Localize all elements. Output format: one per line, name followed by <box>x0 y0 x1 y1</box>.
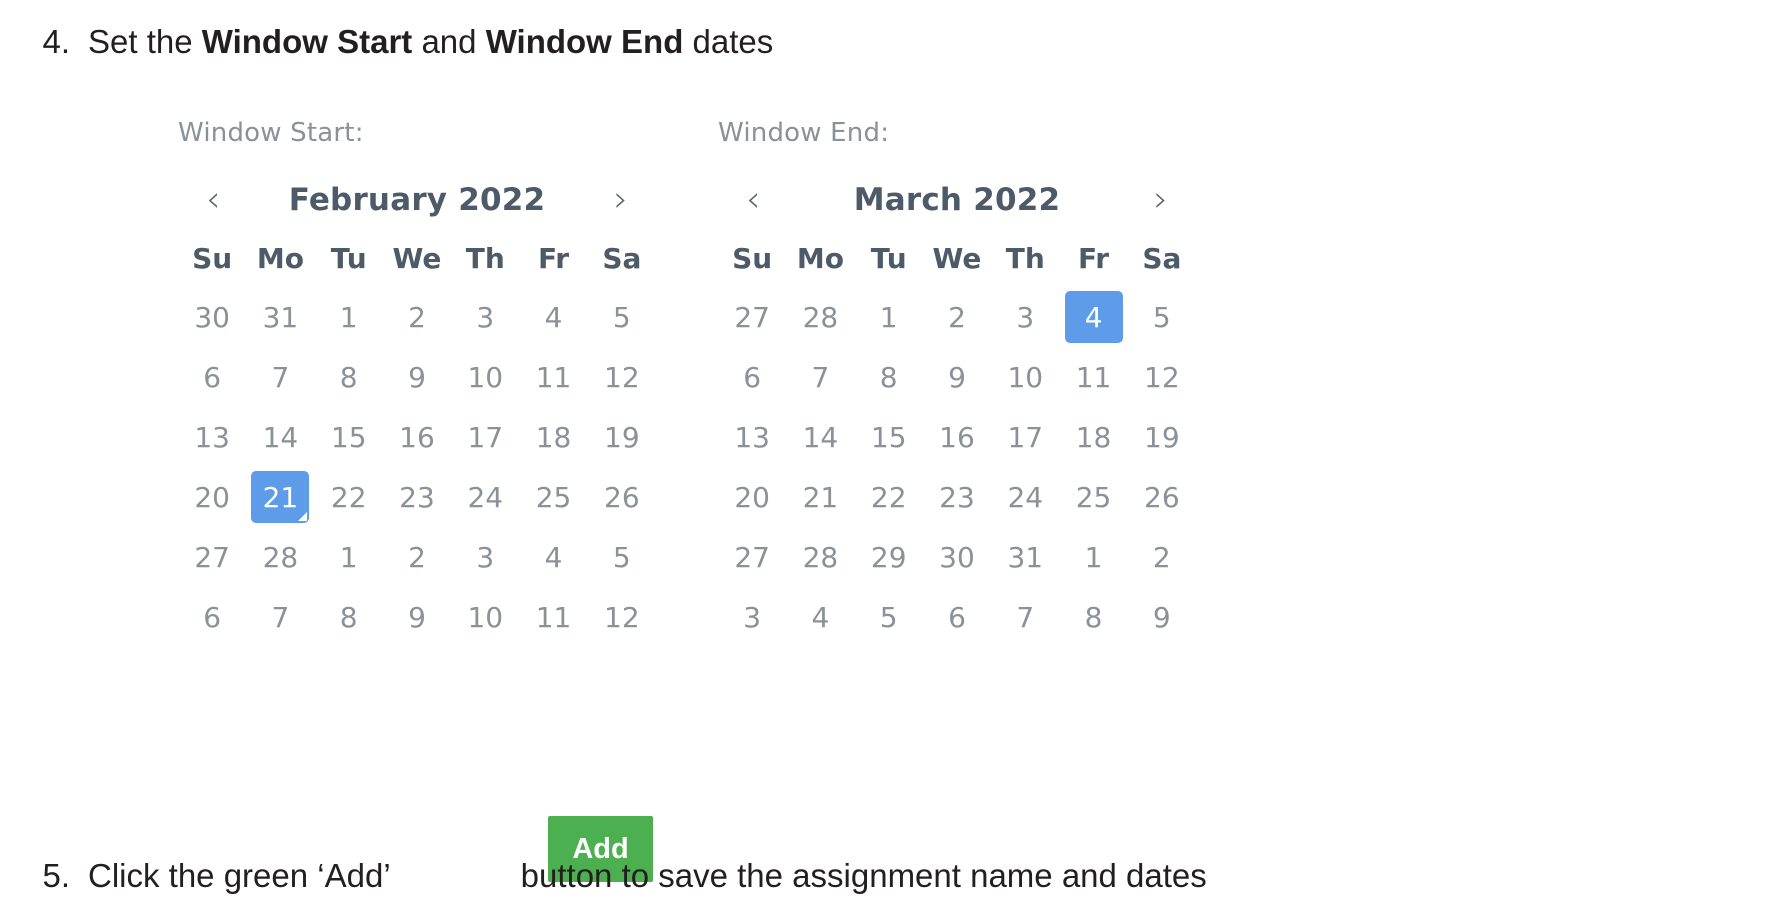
day-cell[interactable] <box>991 347 1059 407</box>
week-row <box>718 287 1196 347</box>
day-label: 12 <box>604 360 640 394</box>
day-label: 11 <box>535 600 572 634</box>
step-4-bold-window-start: Window Start <box>201 23 413 60</box>
day-cell[interactable] <box>315 587 383 647</box>
day-cell[interactable] <box>451 527 519 587</box>
day-label: 1 <box>339 540 358 574</box>
day-label: 7 <box>271 600 290 634</box>
day-label: 26 <box>1144 480 1180 514</box>
week-row <box>178 407 656 467</box>
day-cell[interactable] <box>246 527 314 587</box>
day-label: 6 <box>203 600 222 634</box>
day-cell[interactable] <box>786 287 854 347</box>
day-label: 19 <box>604 420 640 454</box>
week-row <box>178 287 656 347</box>
window-start-calendar <box>178 118 656 647</box>
day-cell[interactable] <box>718 587 786 647</box>
day-label: 5 <box>879 600 898 634</box>
day-label: 31 <box>262 300 299 334</box>
week-row <box>718 587 1196 647</box>
day-label: 15 <box>330 420 367 454</box>
window-start-month-title: February 2022 <box>288 182 546 218</box>
day-cell[interactable] <box>383 407 451 467</box>
day-label: 24 <box>1007 480 1044 514</box>
day-label: 2 <box>408 300 426 334</box>
window-start-day-grid <box>178 232 656 647</box>
day-label: 25 <box>1075 480 1112 514</box>
day-label: 9 <box>408 360 426 394</box>
day-cell[interactable] <box>855 407 923 467</box>
weekday-sa: Sa <box>602 242 642 275</box>
day-cell[interactable] <box>923 287 991 347</box>
week-row <box>718 347 1196 407</box>
day-cell[interactable] <box>855 347 923 407</box>
day-cell[interactable] <box>991 407 1059 467</box>
day-cell[interactable] <box>451 347 519 407</box>
day-label: 5 <box>1152 300 1171 334</box>
day-label: 6 <box>743 360 762 394</box>
day-label: 2 <box>408 540 426 574</box>
day-label: 25 <box>535 480 572 514</box>
day-cell[interactable] <box>315 347 383 407</box>
day-label: 3 <box>476 300 495 334</box>
day-label: 11 <box>1075 360 1112 394</box>
day-label: 20 <box>194 480 230 514</box>
day-label: 2 <box>948 300 966 334</box>
day-cell[interactable] <box>519 587 587 647</box>
weekday-su: Su <box>192 242 233 275</box>
day-label: 7 <box>271 360 290 394</box>
day-cell[interactable] <box>786 407 854 467</box>
day-cell[interactable] <box>1128 527 1196 587</box>
day-label: 31 <box>1007 540 1044 574</box>
day-label: 18 <box>1075 420 1112 454</box>
day-cell[interactable] <box>923 407 991 467</box>
day-label: 27 <box>734 300 770 334</box>
step-5-number: 5. <box>42 857 70 894</box>
day-label: 4 <box>1065 291 1123 343</box>
day-label: 22 <box>870 480 907 514</box>
day-cell[interactable] <box>315 407 383 467</box>
day-label: 29 <box>870 540 907 574</box>
day-cell[interactable] <box>315 527 383 587</box>
week-row <box>718 467 1196 527</box>
day-label: 16 <box>399 420 435 454</box>
day-label: 5 <box>612 300 631 334</box>
day-label: 11 <box>535 360 572 394</box>
day-label: 9 <box>408 600 426 634</box>
day-cell[interactable] <box>1059 527 1127 587</box>
day-label: 4 <box>544 540 563 574</box>
day-cell[interactable] <box>1059 407 1127 467</box>
day-label: 10 <box>467 600 504 634</box>
day-label: 27 <box>734 540 770 574</box>
chevron-right-icon[interactable]: › <box>1153 179 1168 220</box>
weekday-su: Su <box>732 242 773 275</box>
window-start-calendar-header <box>178 179 656 220</box>
step-5-prefix: Click the green ‘Add’ <box>88 857 391 894</box>
day-cell[interactable] <box>786 467 854 527</box>
weekday-tu: Tu <box>330 242 367 275</box>
day-cell[interactable] <box>315 287 383 347</box>
day-cell[interactable] <box>718 527 786 587</box>
day-cell[interactable] <box>588 287 656 347</box>
day-label: 8 <box>879 360 898 394</box>
day-label: 3 <box>1016 300 1035 334</box>
day-cell[interactable] <box>178 407 246 467</box>
weekday-sa: Sa <box>1142 242 1182 275</box>
day-cell[interactable] <box>786 587 854 647</box>
weekday-mo: Mo <box>796 242 844 275</box>
day-cell[interactable] <box>588 467 656 527</box>
day-cell[interactable] <box>718 407 786 467</box>
day-label: 1 <box>879 300 898 334</box>
day-label: 27 <box>194 540 230 574</box>
day-cell[interactable] <box>246 287 314 347</box>
weekday-th: Th <box>465 242 505 275</box>
day-cell[interactable] <box>519 407 587 467</box>
day-label: 2 <box>1152 540 1171 574</box>
day-label: 12 <box>604 600 640 634</box>
day-cell-selected[interactable] <box>246 467 314 527</box>
day-cell[interactable] <box>855 527 923 587</box>
step-4-bold-window-end: Window End <box>485 23 684 60</box>
day-cell[interactable] <box>1128 467 1196 527</box>
weekday-mo: Mo <box>256 242 304 275</box>
chevron-left-icon[interactable]: ‹ <box>206 179 221 220</box>
day-label: 10 <box>1007 360 1044 394</box>
day-cell[interactable] <box>178 527 246 587</box>
day-cell[interactable] <box>855 287 923 347</box>
weekday-we: We <box>392 242 442 275</box>
day-cell[interactable] <box>383 587 451 647</box>
day-label: 28 <box>802 300 839 334</box>
week-row <box>178 527 656 587</box>
day-label: 28 <box>262 540 299 574</box>
weekday-fr: Fr <box>537 242 570 275</box>
day-label: 1 <box>339 300 358 334</box>
day-cell[interactable] <box>451 287 519 347</box>
week-row <box>178 587 656 647</box>
day-cell[interactable] <box>718 347 786 407</box>
day-label: 12 <box>1144 360 1180 394</box>
day-cell[interactable] <box>1128 347 1196 407</box>
day-label: 5 <box>612 540 631 574</box>
day-cell[interactable] <box>991 527 1059 587</box>
day-cell[interactable] <box>991 467 1059 527</box>
day-cell[interactable] <box>588 407 656 467</box>
day-cell[interactable] <box>718 467 786 527</box>
day-cell[interactable] <box>178 287 246 347</box>
day-label: 6 <box>203 360 222 394</box>
weekday-header-row <box>178 232 656 287</box>
day-label: 3 <box>476 540 495 574</box>
day-cell[interactable] <box>519 467 587 527</box>
day-cell[interactable] <box>923 467 991 527</box>
day-cell[interactable] <box>786 527 854 587</box>
chevron-left-icon[interactable]: ‹ <box>746 179 761 220</box>
chevron-right-icon[interactable]: › <box>613 179 628 220</box>
day-label: 30 <box>939 540 975 574</box>
step-4-prefix: Set the <box>88 23 202 60</box>
day-label: 10 <box>467 360 504 394</box>
day-label: 16 <box>939 420 975 454</box>
day-cell[interactable] <box>991 287 1059 347</box>
day-cell[interactable] <box>855 587 923 647</box>
day-label: 3 <box>743 600 762 634</box>
date-pickers <box>178 118 1196 647</box>
day-label: 18 <box>535 420 572 454</box>
window-end-label: Window End: <box>718 118 890 148</box>
day-cell[interactable] <box>786 347 854 407</box>
day-label: 6 <box>948 600 966 634</box>
day-label: 8 <box>339 600 358 634</box>
day-cell[interactable] <box>1059 587 1127 647</box>
day-label: 14 <box>802 420 839 454</box>
day-label: 26 <box>604 480 640 514</box>
day-label: 7 <box>1016 600 1035 634</box>
day-cell[interactable] <box>1059 467 1127 527</box>
week-row <box>178 467 656 527</box>
step-5-suffix: button to save the assignment name and dates <box>520 857 1207 894</box>
window-end-calendar-header <box>718 179 1196 220</box>
day-cell[interactable] <box>855 467 923 527</box>
day-label: 17 <box>467 420 504 454</box>
day-cell[interactable] <box>178 587 246 647</box>
day-cell[interactable] <box>383 527 451 587</box>
day-label: 4 <box>811 600 830 634</box>
day-cell[interactable] <box>1128 587 1196 647</box>
weekday-tu: Tu <box>870 242 907 275</box>
step-4-number: 4. <box>42 23 70 60</box>
day-cell[interactable] <box>383 467 451 527</box>
day-label: 28 <box>802 540 839 574</box>
day-label: 9 <box>948 360 966 394</box>
weekday-th: Th <box>1005 242 1045 275</box>
weekday-fr: Fr <box>1077 242 1110 275</box>
day-cell[interactable] <box>718 287 786 347</box>
day-cell[interactable] <box>246 347 314 407</box>
week-row <box>718 527 1196 587</box>
day-label: 9 <box>1152 600 1171 634</box>
day-label: 7 <box>811 360 830 394</box>
day-cell[interactable] <box>1128 407 1196 467</box>
step-4-text <box>88 22 773 62</box>
day-cell[interactable] <box>178 347 246 407</box>
day-cell[interactable] <box>991 587 1059 647</box>
day-cell[interactable] <box>1128 287 1196 347</box>
day-cell[interactable] <box>588 527 656 587</box>
day-cell[interactable] <box>923 347 991 407</box>
step-5 <box>8 856 1207 896</box>
day-cell[interactable] <box>923 527 991 587</box>
day-cell[interactable] <box>383 287 451 347</box>
day-cell[interactable] <box>451 407 519 467</box>
day-label: 24 <box>467 480 504 514</box>
day-label: 19 <box>1144 420 1180 454</box>
day-label: 14 <box>262 420 299 454</box>
day-cell[interactable] <box>519 527 587 587</box>
day-label: 17 <box>1007 420 1044 454</box>
window-end-month-title: March 2022 <box>853 182 1061 218</box>
day-cell[interactable] <box>451 467 519 527</box>
add-button[interactable]: Add <box>548 816 653 882</box>
step-4 <box>8 22 773 62</box>
window-end-day-grid <box>718 232 1196 647</box>
day-label: 8 <box>1084 600 1103 634</box>
day-label: 1 <box>1084 540 1103 574</box>
day-cell[interactable] <box>588 587 656 647</box>
step-5-text <box>88 856 1207 896</box>
day-cell[interactable] <box>451 587 519 647</box>
weekday-we: We <box>932 242 982 275</box>
day-label: 21 <box>802 480 839 514</box>
week-row <box>178 347 656 407</box>
day-label: 4 <box>544 300 563 334</box>
day-cell-selected[interactable] <box>1059 287 1127 347</box>
day-cell[interactable] <box>315 467 383 527</box>
step-4-suffix: dates <box>683 23 774 60</box>
day-cell[interactable] <box>178 467 246 527</box>
day-cell[interactable] <box>588 347 656 407</box>
window-end-calendar <box>718 118 1196 647</box>
day-cell[interactable] <box>519 347 587 407</box>
day-label: 22 <box>330 480 367 514</box>
day-label: 13 <box>734 420 770 454</box>
day-label: 23 <box>939 480 975 514</box>
step-4-middle: and <box>412 23 486 60</box>
day-cell[interactable] <box>923 587 991 647</box>
day-cell[interactable] <box>519 287 587 347</box>
weekday-header-row <box>718 232 1196 287</box>
day-cell[interactable] <box>246 407 314 467</box>
day-label: 23 <box>399 480 435 514</box>
window-start-label: Window Start: <box>178 118 364 148</box>
week-row <box>718 407 1196 467</box>
day-cell[interactable] <box>383 347 451 407</box>
day-cell[interactable] <box>246 587 314 647</box>
day-label: 20 <box>734 480 770 514</box>
day-label: 30 <box>194 300 230 334</box>
day-label: 15 <box>870 420 907 454</box>
day-label: 13 <box>194 420 230 454</box>
day-cell[interactable] <box>1059 347 1127 407</box>
day-label: 21 <box>251 471 309 523</box>
day-label: 8 <box>339 360 358 394</box>
